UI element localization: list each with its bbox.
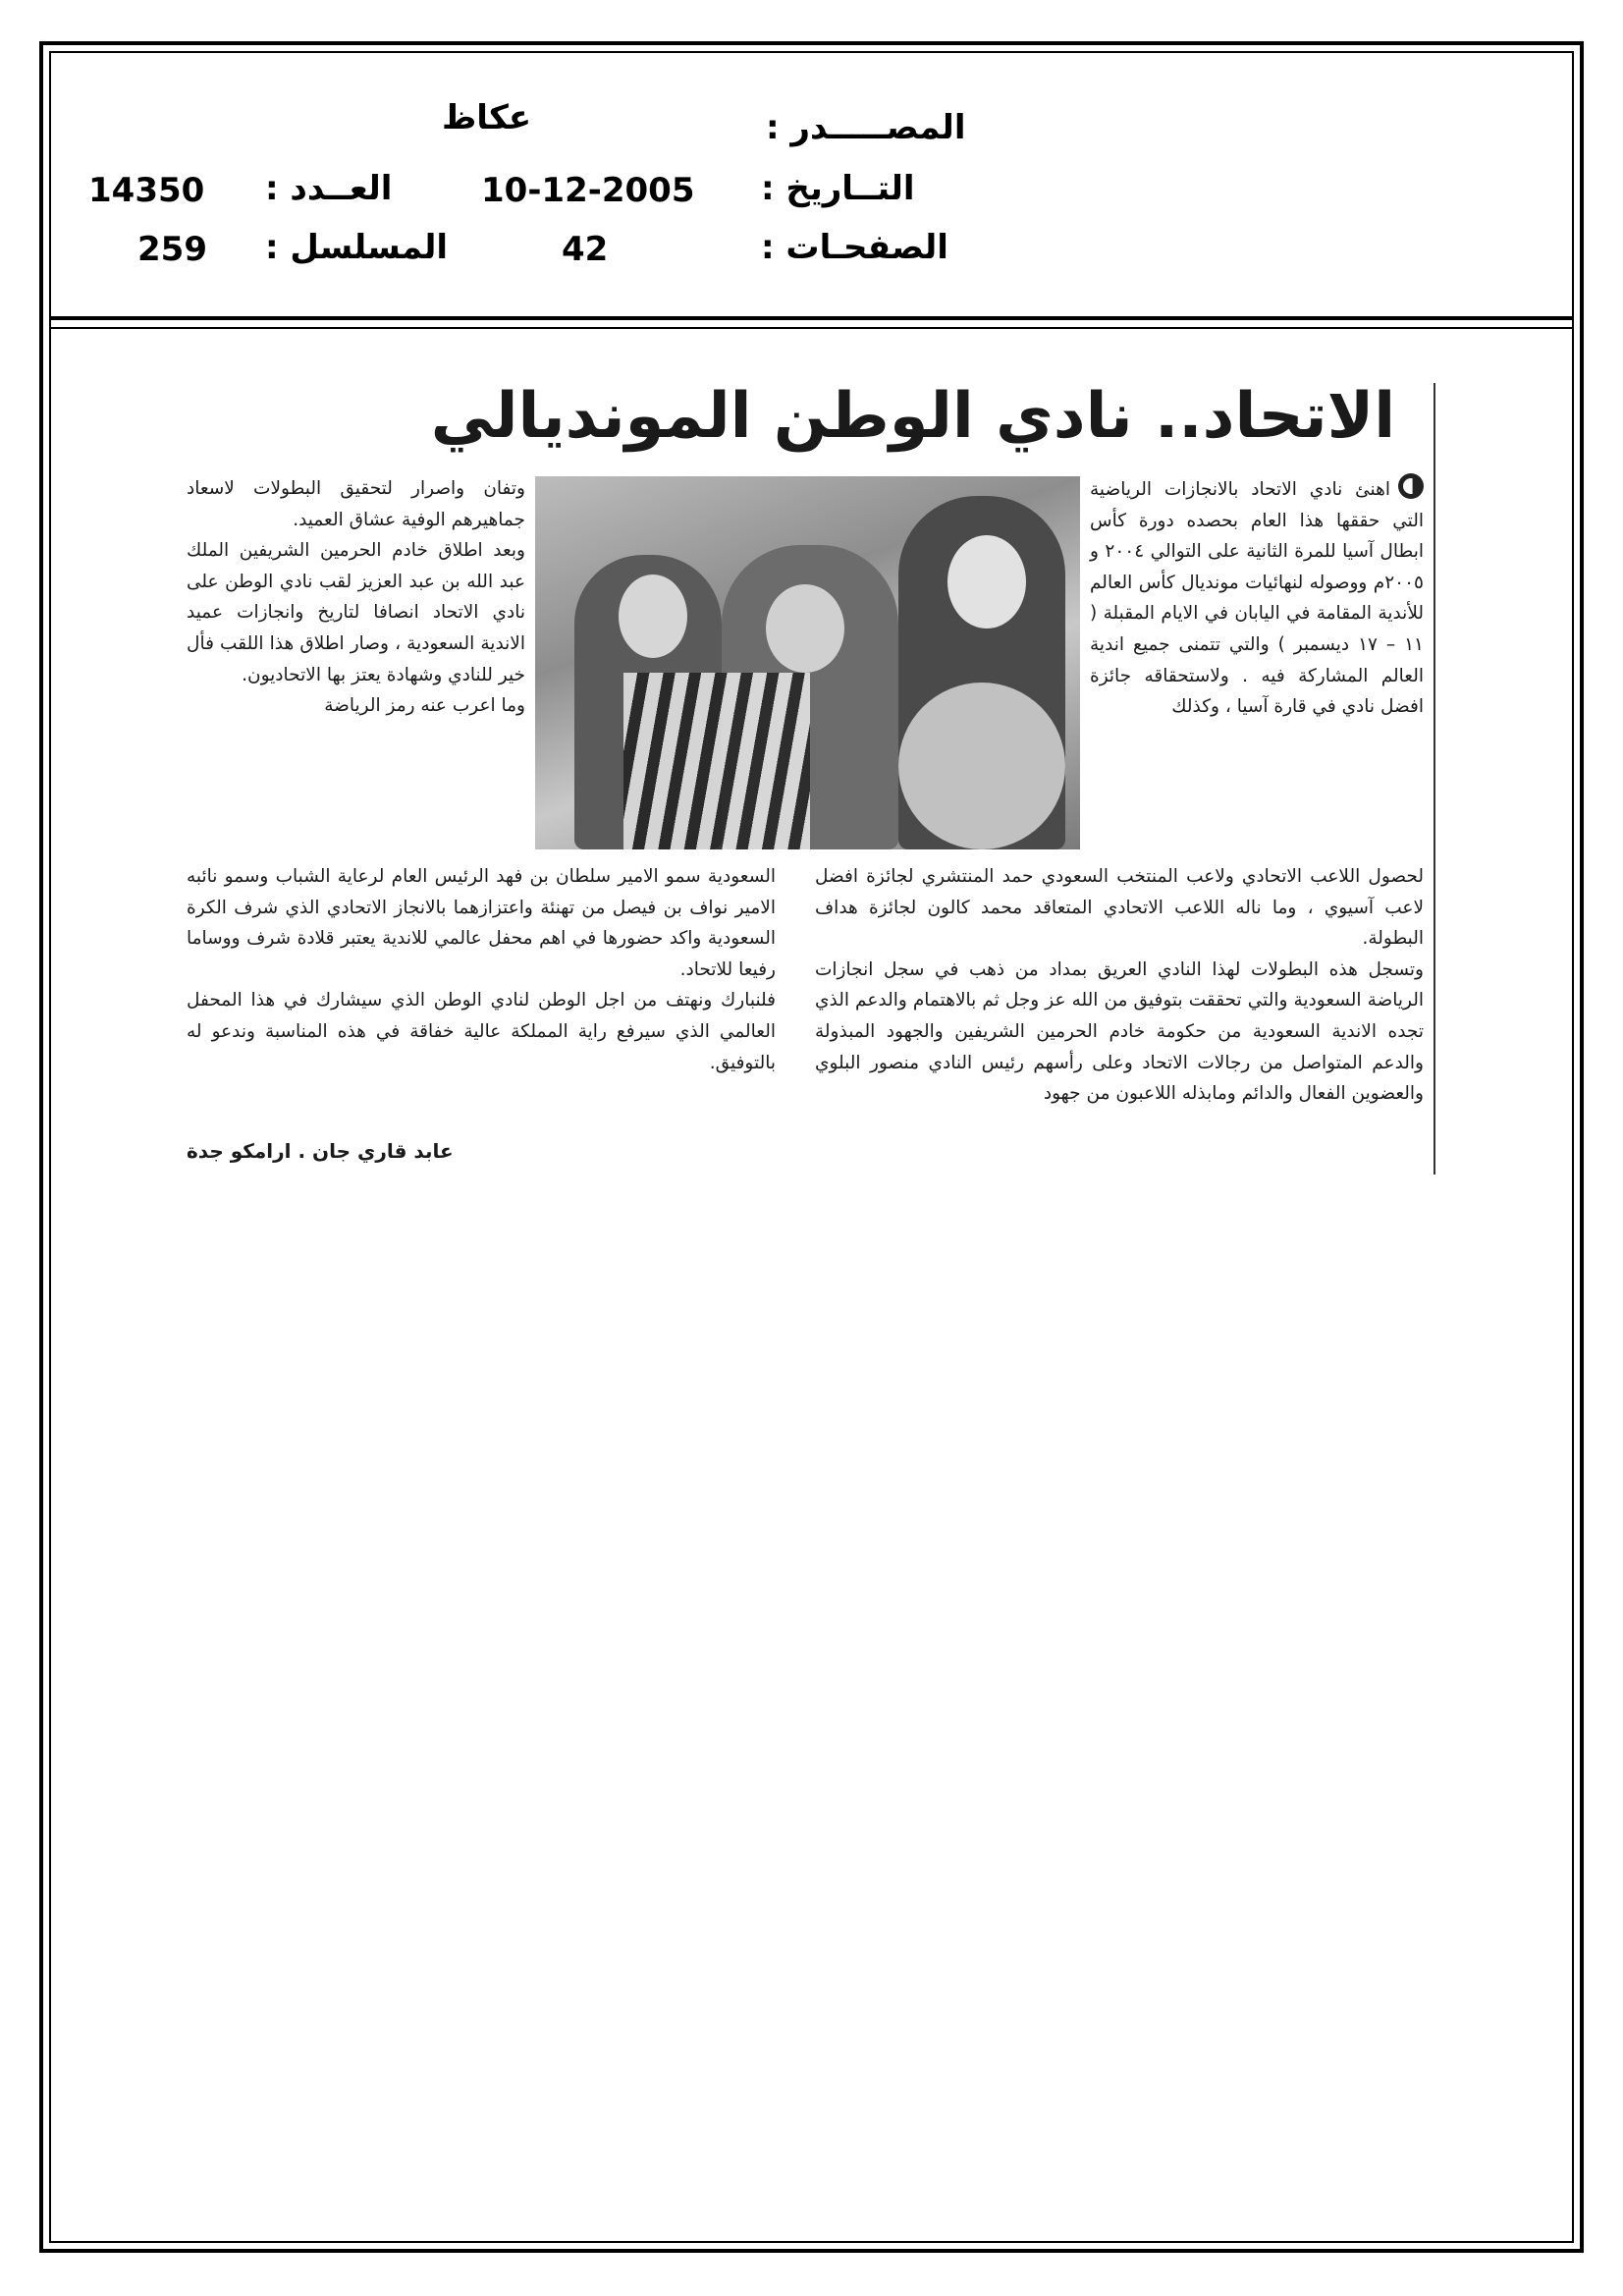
pages-label: الصفحـات : (761, 228, 948, 267)
article-column-left-top (187, 473, 525, 722)
article-paragraph: وتسجل هذه البطولات لهذا النادي العريق بمداد من ذهب في سجل انجازات الرياضة السعودية والتي تحققت بتوفيق من الله عز وجل ثم بالاهتمام والدعم الذي تجده الاندية السعودية من حكومة خادم الحرمين الشريفين والجهود المبذولة والدعم المتواصل من رجالات الاتحاد وعلى رأسهم رئيس النادي منصور البلوي والعضوين الفعال والدائم ومابذله اللاعبون من جهود (815, 958, 1424, 1105)
source-value: عكاظ (442, 98, 532, 137)
bullet-icon (1398, 473, 1424, 499)
serial-label: المسلسل : (265, 228, 449, 267)
article-column-right-top (1090, 473, 1424, 723)
article-paragraph: لحصول اللاعب الاتحادي ولاعب المنتخب السعودي حمد المنتشري لجائزة افضل لاعب آسيوي ، وما ناله اللاعب الاتحادي المتعاقد محمد كالون لجائزة هداف البطولة. (815, 866, 1424, 950)
article-headline: الاتحاد.. نادي الوطن المونديالي (430, 380, 1396, 453)
article-paragraph: وتفان واصرار لتحقيق البطولات لاسعاد جماهيرهم الوفية عشاق العميد. (187, 478, 525, 530)
article-paragraph: وما اعرب عنه رمز الرياضة (324, 695, 525, 717)
article-paragraph: فلنبارك ونهتف من اجل الوطن لنادي الوطن الذي سيشارك في هذا المحفل العالمي الذي سيرفع راية المملكة عالية خفاقة في هذه المناسبة وندعو له بالتوفيق. (187, 990, 776, 1073)
newspaper-clipping (187, 375, 1441, 1190)
article-paragraph: اهنئ نادي الاتحاد بالانجازات الرياضية التي حققها هذا العام بحصده دورة كأس ابطال آسيا للمرة الثانية على التوالي ٢٠٠٤ و ٢٠٠٥م ووصوله لنهائيات مونديال كأس العالم للأندية المقامة في اليابان في الايام المقبلة ( ١١ – ١٧ ديسمبر ) والتي تتمنى جميع اندية العالم المشاركة فيه . ولاستحقاقه جائزة افضل نادي في قارة آسيا ، وكذلك (1090, 479, 1424, 718)
article-byline: عابد قاري جان . ارامكو جدة (187, 1139, 454, 1163)
issue-value: 14350 (88, 171, 205, 210)
article-column-right-low (815, 861, 1424, 1110)
date-label: التــاريخ : (761, 169, 915, 208)
article-paragraph: السعودية سمو الامير سلطان بن فهد الرئيس العام لرعاية الشباب وسمو نائبه الامير نواف بن فيصل من تهنئة واعتزازهما بالانجاز الاتحادي الذي شرف الكرة السعودية واكد حضورها في اهم محفل عالمي للاندية يعتبر قلادة شرف ووساما رفيعا للاتحاد. (187, 866, 776, 980)
article-paragraph: وبعد اطلاق خادم الحرمين الشريفين الملك عبد الله بن عبد العزيز لقب نادي الوطن على نادي الاتحاد انصافا لتاريخ وانجازات عميد الاندية السعودية ، وصار اطلاق هذا اللقب فأل خير للنادي وشهادة يعتز بها الاتحاديون. (187, 540, 525, 685)
date-value: 10-12-2005 (481, 171, 695, 210)
source-label: المصـــــدر : (766, 108, 966, 147)
serial-value: 259 (137, 230, 207, 269)
pages-value: 42 (562, 230, 609, 269)
article-photo (535, 476, 1080, 849)
issue-label: العــدد : (265, 169, 393, 208)
header-divider-thin (49, 327, 1574, 329)
header-divider-thick (49, 316, 1574, 320)
column-rule (1434, 383, 1435, 1175)
article-column-left-low (187, 861, 776, 1078)
